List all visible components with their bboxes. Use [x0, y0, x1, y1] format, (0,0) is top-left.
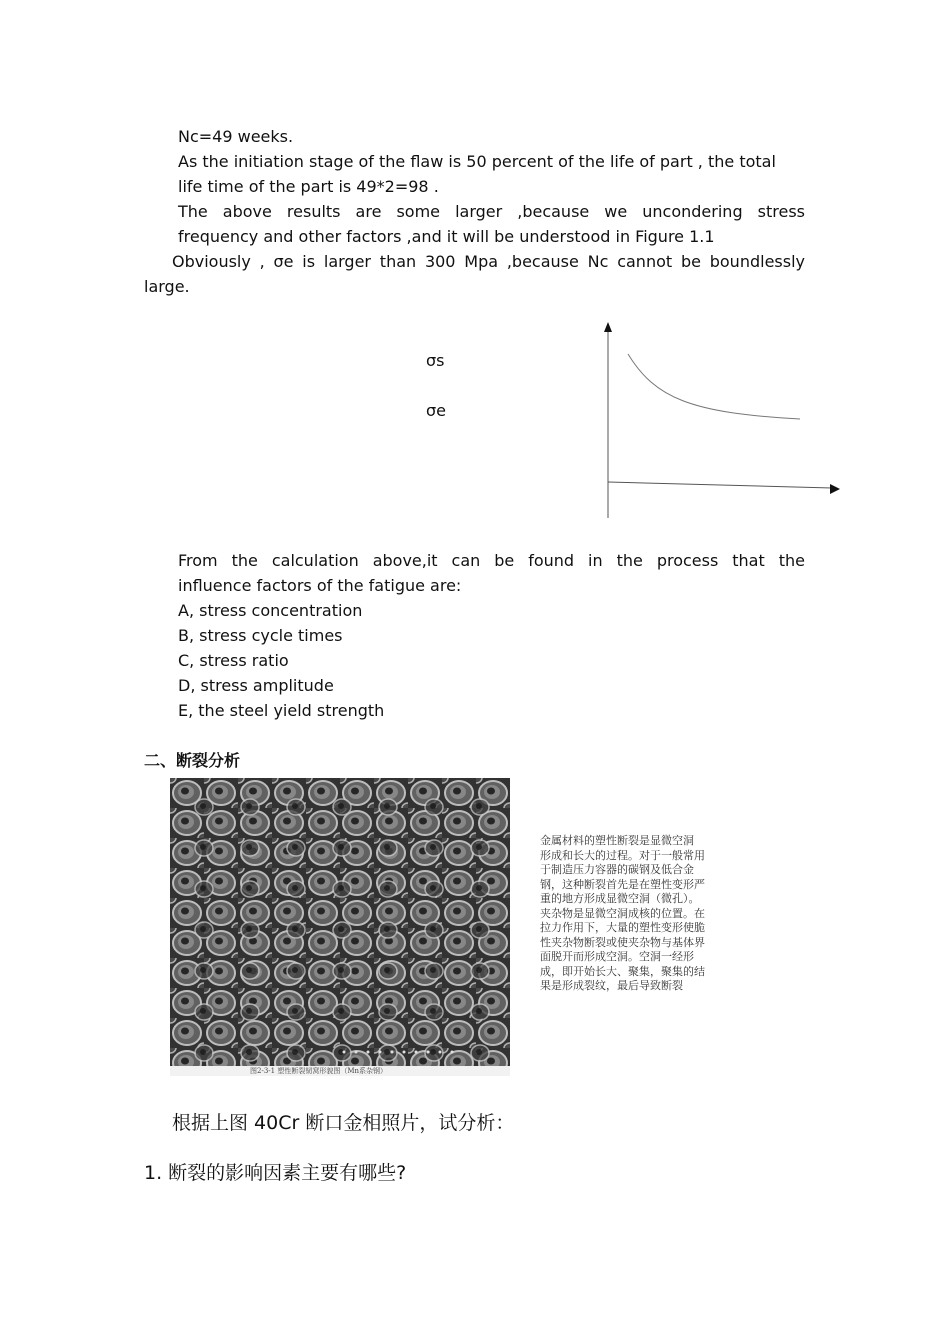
photo-text-line: 果是形成裂纹，最后导致断裂 — [540, 979, 683, 992]
text-calculation-above: From the calculation above,it can be found in the process that the — [178, 551, 805, 570]
sn-curve-figure — [600, 318, 850, 524]
photo-text-line: 性夹杂物断裂或使夹杂物与基体界 — [540, 935, 705, 949]
text-total-life: life time of the part is 49*2=98 . — [178, 177, 439, 196]
y-axis-arrow — [604, 322, 612, 332]
fractograph-photo — [170, 778, 510, 1076]
text-frequency-factors: frequency and other factors ,and it will be understood in Figure 1.1 — [178, 227, 715, 246]
photo-text-line: 于制造压力容器的碳钢及低合金 — [540, 863, 694, 876]
fatigue-curve — [628, 354, 800, 419]
factor-item-a: A, stress concentration — [178, 601, 363, 620]
text-obviously: Obviously , σe is larger than 300 Mpa ,because Nc cannot be boundlessly — [172, 252, 805, 271]
text-influence-factors: influence factors of the fatigue are: — [178, 576, 462, 595]
photo-text-line: 钢，这种断裂首先是在塑性变形严 — [540, 877, 705, 891]
photo-text-line: 成，即开始长大、聚集，聚集的结 — [540, 964, 705, 978]
text-results-larger: The above results are some larger ,because we uncondering stress — [178, 202, 805, 221]
question-1: 1. 断裂的影响因素主要有哪些? — [144, 1162, 407, 1184]
photo-caption: 图2-3-1 塑性断裂韧窝形貌图（Mn系杂钢） — [250, 1067, 387, 1075]
photo-text-line: 面脱开而形成空洞。空洞一经形 — [540, 950, 694, 963]
sigma-s-label: σs — [426, 351, 445, 370]
x-axis — [608, 482, 832, 488]
text-nc-weeks: Nc=49 weeks. — [178, 127, 294, 146]
text-initiation-stage: As the initiation stage of the flaw is 50 percent of the life of part , the total — [178, 152, 776, 171]
photo-description — [540, 834, 768, 994]
factor-item-e: E, the steel yield strength — [178, 701, 385, 720]
sigma-e-label: σe — [426, 401, 446, 420]
photo-text-line: 拉力作用下，大量的塑性变形使脆 — [540, 921, 705, 934]
factor-item-b: B, stress cycle times — [178, 626, 343, 645]
photo-text-line: 金属材料的塑性断裂是显微空洞 — [540, 834, 694, 847]
analysis-prompt: 根据上图 40Cr 断口金相照片，试分析： — [172, 1112, 515, 1134]
factor-item-d: D, stress amplitude — [178, 676, 334, 695]
photo-text-line: 形成和长大的过程。对于一般常用 — [540, 848, 705, 862]
x-axis-arrow — [830, 484, 840, 494]
factor-item-c: C, stress ratio — [178, 651, 289, 670]
photo-text-line: 重的地方形成显微空洞（微孔）。 — [540, 892, 700, 905]
text-large: large. — [144, 277, 190, 296]
section-title-fracture-analysis: 二、断裂分析 — [144, 751, 241, 770]
photo-text-line: 夹杂物是显微空洞成核的位置。在 — [540, 906, 705, 920]
